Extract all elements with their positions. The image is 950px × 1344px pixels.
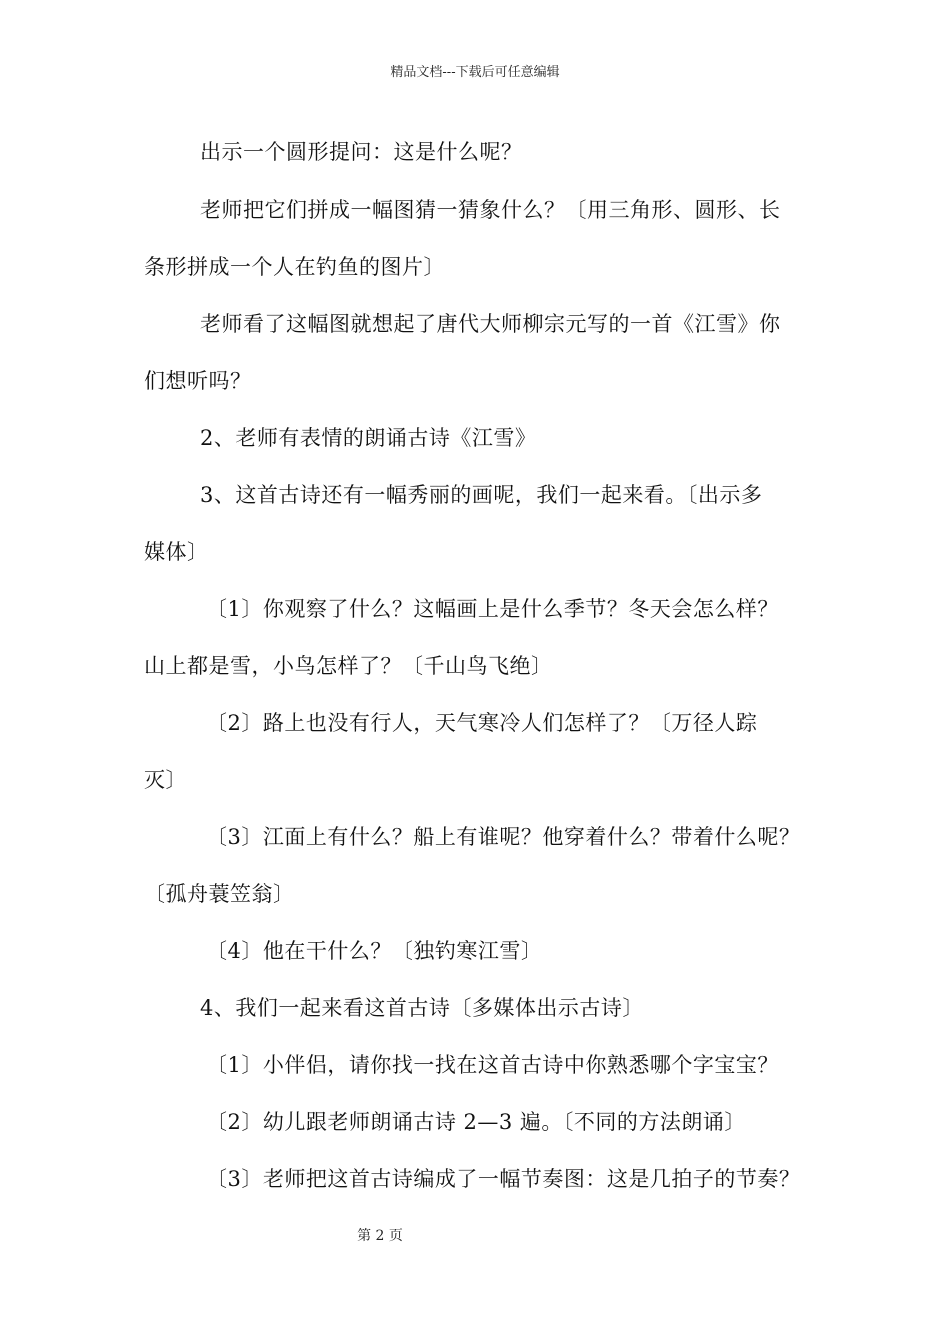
paragraph-line: 条形拼成一个人在钓鱼的图片〕 (144, 255, 445, 279)
paragraph-line: 老师看了这幅图就想起了唐代大师柳宗元写的一首《江雪》你 (200, 312, 781, 336)
paragraph-line: 山上都是雪，小鸟怎样了？〔千山鸟飞绝〕 (144, 654, 553, 678)
page-header: 精品文档---下载后可任意编辑 (390, 65, 560, 80)
paragraph-line: 〔3〕老师把这首古诗编成了一幅节奏图：这是几拍子的节奏？ (206, 1167, 801, 1191)
paragraph-line: 出示一个圆形提问：这是什么呢？ (200, 140, 523, 164)
paragraph-line: 〔2〕路上也没有行人，天气寒冷人们怎样了？〔万径人踪 (206, 711, 758, 735)
paragraph-line: 〔3〕江面上有什么？船上有谁呢？他穿着什么？带着什么呢？ (206, 825, 801, 849)
paragraph-line: 〔2〕幼儿跟老师朗诵古诗 2—3 遍。〔不同的方法朗诵〕 (206, 1110, 746, 1134)
paragraph-line: 4、我们一起来看这首古诗〔多媒体出示古诗〕 (200, 996, 644, 1020)
paragraph-line: 灭〕 (144, 768, 187, 792)
page-number: 第 2 页 (357, 1228, 403, 1244)
paragraph-line: 老师把它们拼成一幅图猜一猜象什么？〔用三角形、圆形、长 (200, 198, 781, 222)
paragraph-line: 〔1〕你观察了什么？这幅画上是什么季节？冬天会怎么样？ (206, 597, 779, 621)
paragraph-line: 〔4〕他在干什么？〔独钓寒江雪〕 (206, 939, 543, 963)
paragraph-line: 〔孤舟蓑笠翁〕 (144, 882, 295, 906)
paragraph-line: 2、老师有表情的朗诵古诗《江雪》 (200, 426, 537, 450)
paragraph-line: 〔1〕小伴侣，请你找一找在这首古诗中你熟悉哪个字宝宝？ (206, 1053, 779, 1077)
paragraph-line: 们想听吗？ (144, 369, 252, 393)
paragraph-line: 3、这首古诗还有一幅秀丽的画呢，我们一起来看。〔出示多 (200, 483, 763, 507)
paragraph-line: 媒体〕 (144, 540, 209, 564)
